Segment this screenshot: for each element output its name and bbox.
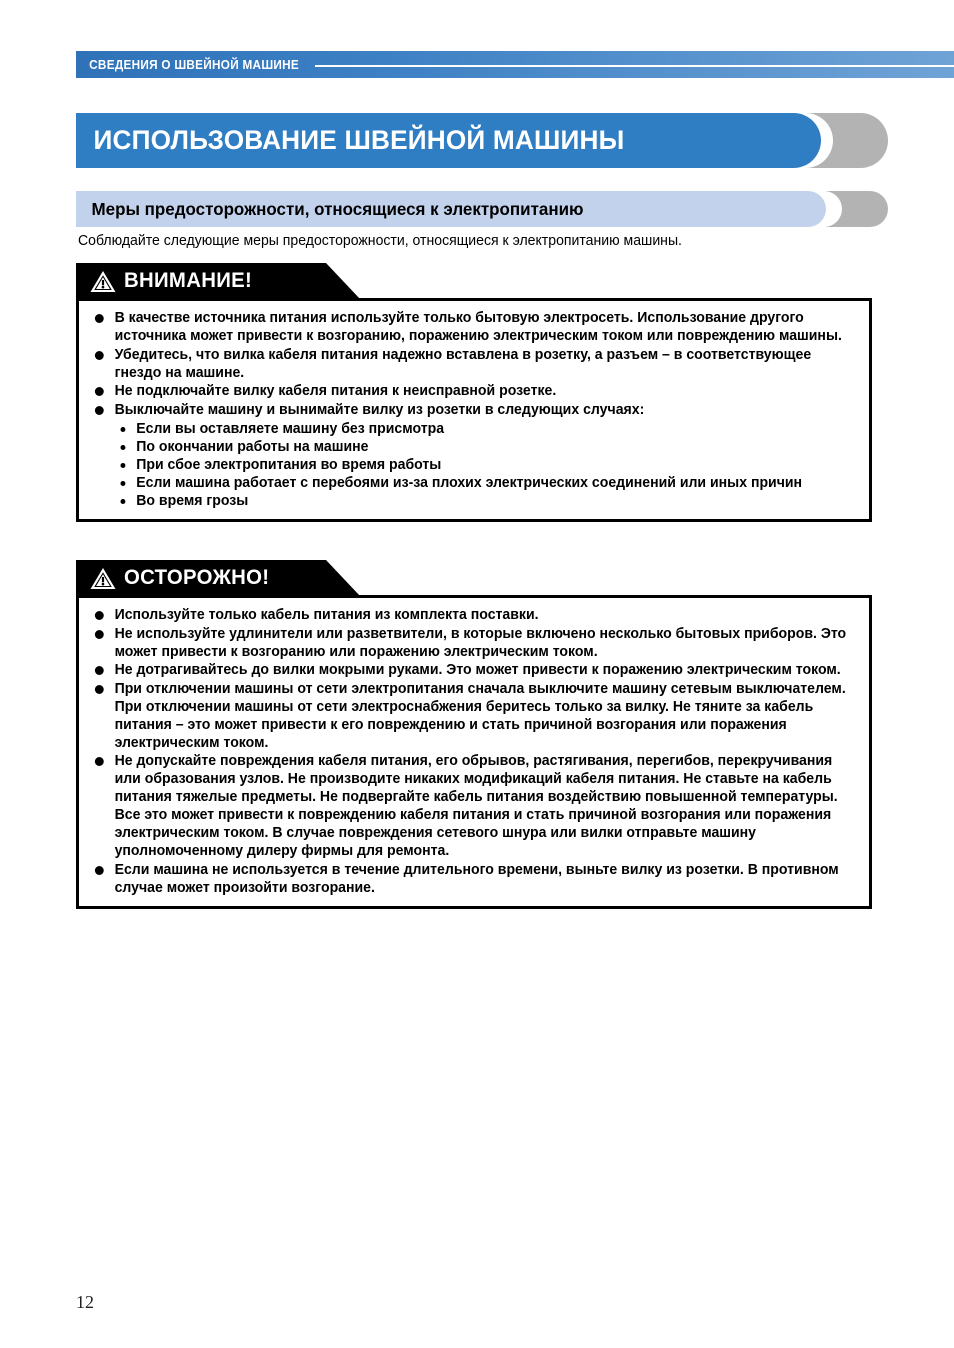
section-title-bar bbox=[76, 191, 888, 227]
running-header-rule bbox=[315, 65, 954, 67]
warning-triangle-icon bbox=[90, 270, 116, 293]
sub-bullet-dot-icon bbox=[120, 463, 125, 468]
sub-bullet-dot-icon bbox=[120, 499, 125, 504]
list-item bbox=[87, 382, 847, 400]
alert-caution-tab bbox=[76, 263, 326, 299]
list-item bbox=[87, 606, 847, 624]
section-intro-text: Соблюдайте следующие меры предосторожности, относящиеся к электропитанию машины. bbox=[78, 233, 682, 249]
bullet-dot-icon bbox=[95, 387, 104, 396]
sub-list-item bbox=[115, 420, 848, 438]
alert-warning-body bbox=[76, 595, 872, 909]
chapter-title-bar bbox=[76, 113, 888, 168]
alert-box-warning bbox=[76, 560, 872, 909]
sub-list-item-text: Если вы оставляете машину без присмотра bbox=[136, 420, 445, 437]
alert-warning-tab bbox=[76, 560, 326, 596]
bullet-dot-icon bbox=[95, 685, 104, 694]
list-item-text: Не дотрагивайтесь до вилки мокрыми руками. Это может привести к поражению электрическим током. bbox=[114, 662, 841, 678]
sub-bullet-dot-icon bbox=[120, 445, 125, 450]
bullet-dot-icon bbox=[95, 611, 104, 620]
sub-list-item-text: Если машина работает с перебоями из-за плохих электрических соединений или иных причин bbox=[136, 474, 803, 491]
list-item-text: Не используйте удлинители или разветвители, в которые включено несколько бытовых приборов. Это может привести к возгоранию или поражению электрическим током. bbox=[114, 625, 847, 660]
sub-list-item-text: По окончании работы на машине bbox=[136, 438, 369, 455]
bullet-dot-icon bbox=[95, 406, 104, 415]
section-title: Меры предосторожности, относящиеся к электропитанию bbox=[91, 198, 584, 219]
sub-list-item bbox=[115, 438, 848, 456]
alert-caution-body bbox=[76, 298, 872, 522]
sub-bullet-dot-icon bbox=[120, 427, 125, 432]
section-title-plate bbox=[76, 191, 826, 227]
sub-list-item bbox=[115, 456, 848, 474]
chapter-title-plate bbox=[76, 113, 821, 168]
list-item bbox=[87, 346, 847, 382]
list-item-text: Используйте только кабель питания из комплекта поставки. bbox=[114, 607, 539, 623]
alert-warning-label: ОСТОРОЖНО! bbox=[124, 566, 270, 589]
alert-caution-sublist bbox=[115, 420, 848, 510]
sub-list-item bbox=[115, 492, 848, 510]
bullet-dot-icon bbox=[95, 666, 104, 675]
list-item bbox=[87, 625, 847, 661]
bullet-dot-icon bbox=[95, 314, 104, 323]
running-header-label: СВЕДЕНИЯ О ШВЕЙНОЙ МАШИНЕ bbox=[89, 57, 300, 72]
alert-caution-label: ВНИМАНИЕ! bbox=[124, 269, 253, 292]
bullet-dot-icon bbox=[95, 866, 104, 875]
list-item-text: Выключайте машину и вынимайте вилку из розетки в следующих случаях: bbox=[114, 401, 645, 418]
list-item-text: В качестве источника питания используйте только бытовую электросеть. Использование другого источника может привести к возгоранию, поражению электрическим током или повреждению машины. bbox=[114, 310, 842, 344]
list-item-text: Не допускайте повреждения кабеля питания, его обрывов, растягивания, перегибов, перекручивания или образования узлов. Не производите никаких модификаций кабеля питания. Не ставьте на кабель питания тяжелые предметы. Не подвергайте кабель питания воздействию повышенной температуры. Все это может привести к повреждению кабеля питания и стать причиной возгорания или поражения электрическим током. В случае повреждения сетевого шнура или вилки отправьте машину уполномоченному дилеру фирмы для ремонта. bbox=[114, 753, 838, 859]
list-item bbox=[87, 309, 847, 345]
page-number: 12 bbox=[76, 1292, 94, 1312]
sub-list-item-text: При сбое электропитания во время работы bbox=[136, 456, 442, 473]
list-item bbox=[87, 752, 847, 860]
list-item-text: Если машина не используется в течение длительного времени, выньте вилку из розетки. В противном случае может произойти возгорание. bbox=[114, 861, 839, 896]
sub-bullet-dot-icon bbox=[120, 481, 125, 486]
list-item-text: Убедитесь, что вилка кабеля питания надежно вставлена в розетку, а разъем – в соответствующее гнездо на машине. bbox=[114, 346, 812, 381]
list-item-text: При отключении машины от сети электропитания сначала выключите машину сетевым выключателем. При отключении машины от сети электроснабжения беритесь только за вилку. Не тяните за кабель питания – это может привести к его повреждению и стать причиной возгорания или поражения электрическим током. bbox=[114, 680, 846, 751]
bullet-dot-icon bbox=[95, 351, 104, 360]
alert-caution-list bbox=[87, 309, 859, 510]
warning-triangle-icon bbox=[90, 567, 116, 590]
list-item bbox=[87, 661, 847, 679]
bullet-dot-icon bbox=[95, 630, 104, 639]
list-item-text: Не подключайте вилку кабеля питания к неисправной розетке. bbox=[114, 383, 557, 399]
list-item bbox=[87, 680, 847, 752]
list-item bbox=[87, 401, 847, 510]
alert-warning-list bbox=[87, 606, 859, 897]
list-item bbox=[87, 861, 847, 897]
page-title: ИСПОЛЬЗОВАНИЕ ШВЕЙНОЙ МАШИНЫ bbox=[93, 125, 625, 155]
sub-list-item-text: Во время грозы bbox=[136, 492, 249, 509]
alert-box-caution bbox=[76, 263, 872, 522]
section-title-crescent bbox=[826, 191, 888, 227]
sub-list-item bbox=[115, 474, 848, 492]
running-header-inner bbox=[76, 51, 954, 78]
running-header bbox=[76, 51, 954, 78]
bullet-dot-icon bbox=[95, 757, 104, 766]
